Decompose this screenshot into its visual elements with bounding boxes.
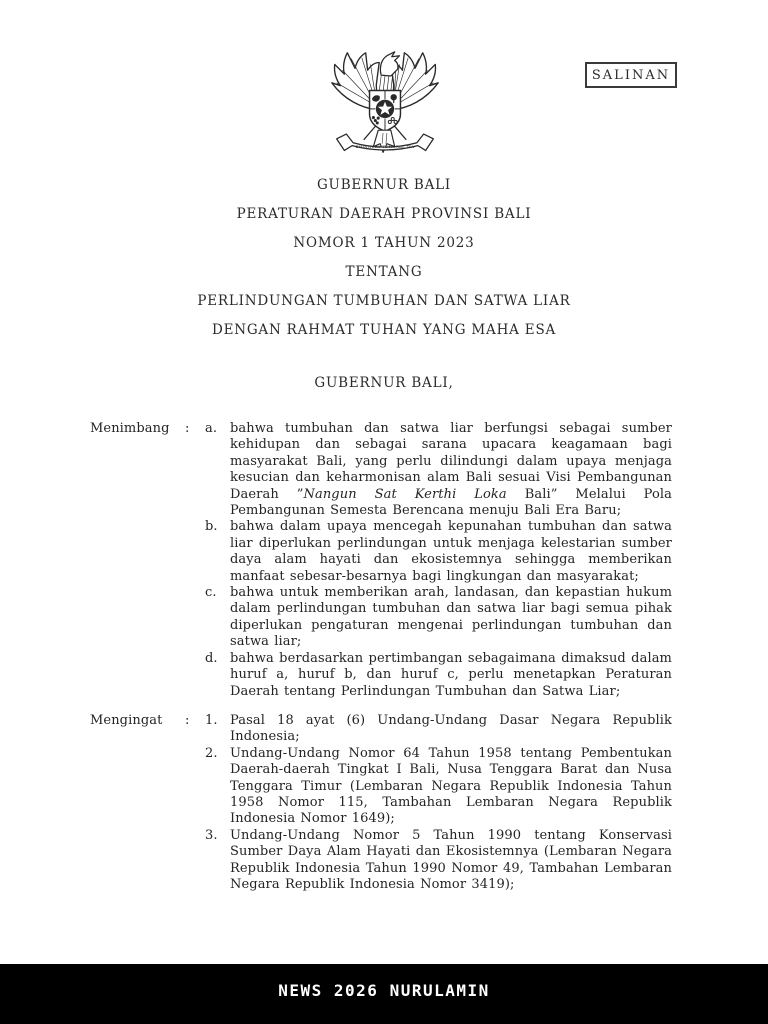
salinan-stamp-label: SALINAN — [591, 67, 671, 83]
garuda-pancasila-icon — [327, 49, 443, 163]
item-marker: b. — [205, 519, 218, 535]
menimbang-label: Menimbang — [90, 421, 170, 436]
mengingat-clause — [90, 713, 672, 893]
menimbang-items — [205, 421, 672, 700]
mengingat-label: Mengingat — [90, 712, 163, 728]
salutation-line: GUBERNUR BALI, — [314, 375, 454, 391]
footer-watermark-bar — [0, 964, 768, 1024]
item-marker: 1. — [205, 712, 218, 728]
item-text: bahwa untuk memberikan arah, landasan, dan kepastian hukum dalam perlindungan tumbuhan dan satwa liar bagi semua pihak diperlukan pengaturan mengenai perlindungan tumbuhan dan satwa liar; — [230, 585, 672, 650]
mengingat-item-3 — [205, 828, 672, 894]
menimbang-item-c — [205, 585, 672, 651]
document-body — [90, 421, 672, 893]
item-text-segment: Bali” Melalui Pola Pembangunan Semesta Berencana menuju Bali Era Baru; — [230, 486, 672, 519]
salinan-stamp — [585, 62, 677, 88]
menimbang-clause — [90, 421, 672, 700]
garuda-pancasila-emblem — [327, 49, 443, 163]
menimbang-colon: : — [185, 421, 190, 436]
item-marker: 3. — [205, 827, 218, 843]
item-text: bahwa dalam upaya mencegah kepunahan tumbuhan dan satwa liar diperlukan perlindungan untuk menjaga kelestarian sumber daya alam hayati dan ekosistemnya sehingga memberikan manfaat sebesar-besarnya bagi lingkungan dan masyarakat; — [230, 519, 672, 584]
item-text: Pasal 18 ayat (6) Undang-Undang Dasar Negara Republik Indonesia; — [230, 712, 672, 745]
title-line-tentang: TENTANG — [345, 264, 423, 280]
title-line-rahmat: DENGAN RAHMAT TUHAN YANG MAHA ESA — [211, 322, 557, 338]
item-marker: c. — [205, 585, 217, 601]
mengingat-item-2 — [205, 746, 672, 828]
item-text-italic-segment: Nangun Sat Kerthi Loka — [303, 486, 507, 502]
title-line-subject: PERLINDUNGAN TUMBUHAN DAN SATWA LIAR — [197, 293, 571, 309]
title-line-gubernur: GUBERNUR BALI — [316, 177, 452, 193]
item-marker: 2. — [205, 745, 218, 761]
title-line-nomor: NOMOR 1 TAHUN 2023 — [293, 235, 475, 251]
item-text: bahwa berdasarkan pertimbangan sebagaimana dimaksud dalam huruf a, huruf b, dan huruf c, perlu menetapkan Peraturan Daerah tentang Perlindungan Tumbuhan dan Satwa Liar; — [230, 650, 672, 699]
item-marker: d. — [205, 650, 218, 666]
menimbang-item-a — [205, 421, 672, 519]
menimbang-item-d — [205, 651, 672, 700]
title-line-peraturan: PERATURAN DAERAH PROVINSI BALI — [236, 206, 532, 222]
item-text-segment: bahwa tumbuhan dan satwa liar berfungsi sebagai sumber kehidupan dan sebagai sarana upacara keagamaan bagi masyarakat Bali, yang perlu dilindungi dalam upaya menjaga kesucian dan keharmonisan alam Bali sesuai Visi Pembangunan Daerah ” — [230, 421, 672, 502]
document-title-block — [0, 176, 768, 403]
item-text — [230, 421, 672, 519]
item-text: Undang-Undang Nomor 5 Tahun 1990 tentang Konservasi Sumber Daya Alam Hayati dan Ekosistemnya (Lembaran Negara Republik Indonesia Tahun 1990 Nomor 49, Tambahan Lembaran Negara Republik Indonesia Nomor 3419); — [230, 827, 672, 892]
mengingat-colon: : — [185, 712, 190, 728]
item-marker: a. — [205, 421, 218, 436]
mengingat-items — [205, 713, 672, 893]
emblem-motto-text: BHINNEKA TUNGGAL IKA — [355, 144, 415, 150]
mengingat-item-1 — [205, 713, 672, 746]
footer-watermark-text: NEWS 2026 NURULAMIN — [278, 980, 490, 1000]
menimbang-item-b — [205, 519, 672, 585]
item-text: Undang-Undang Nomor 64 Tahun 1958 tentang Pembentukan Daerah-daerah Tingkat I Bali, Nusa Tenggara Barat dan Nusa Tenggara Timur (Lembaran Negara Republik Indonesia Tahun 1958 Nomor 115, Tambahan Lembaran Negara Republik Indonesia Nomor 1649); — [230, 745, 672, 827]
